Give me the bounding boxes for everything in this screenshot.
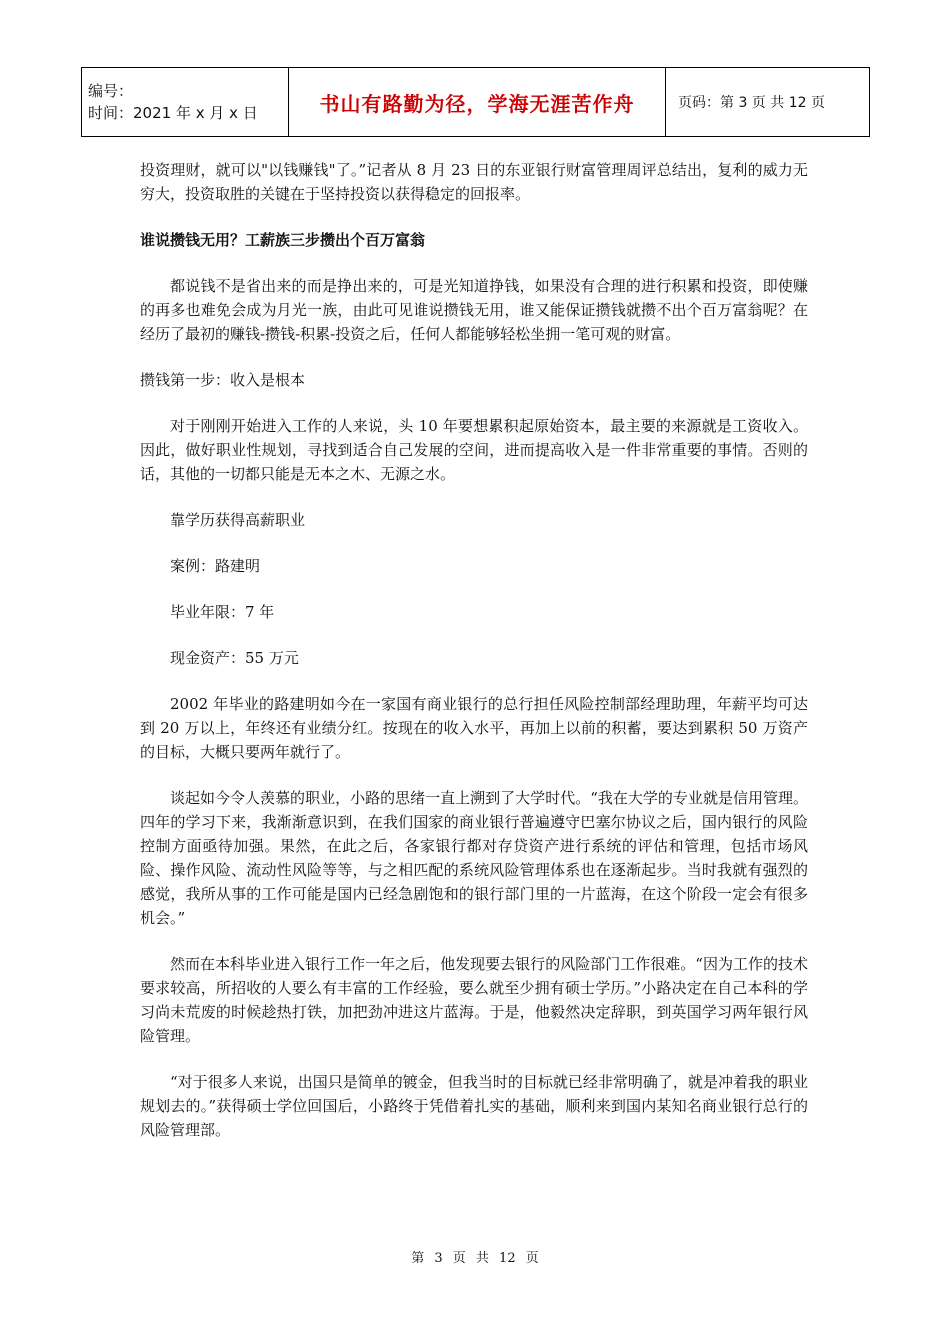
header-motto-cell <box>289 68 666 137</box>
number-label: 编号： <box>88 82 134 100</box>
paragraph-4: 2002 年毕业的路建明如今在一家国有商业银行的总行担任风险控制部经理助理，年薪平均可达到 20 万以上，年终还有业绩分红。按现在的收入水平，再加上以前的积蓄，要达到累积 50 万资产的目标，大概只要两年就行了。 <box>140 695 808 761</box>
header-meta-cell <box>82 68 289 137</box>
graduation-years: 毕业年限：7 年 <box>170 603 275 621</box>
paragraph-2: 都说钱不是省出来的而是挣出来的，可是光知道挣钱，如果没有合理的进行积累和投资，即使赚的再多也难免会成为月光一族，由此可见谁说攒钱无用，谁又能保证攒钱就攒不出个百万富翁呢？在经历了最初的赚钱-攒钱-积累-投资之后，任何人都能够轻松坐拥一笔可观的财富。 <box>140 277 808 343</box>
page-footer: 第 3 页 共 12 页 <box>411 1251 539 1266</box>
case-name: 案例：路建明 <box>170 557 261 575</box>
subheading-education: 靠学历获得高薪职业 <box>170 511 306 529</box>
header-page-cell <box>666 68 870 137</box>
paragraph-3: 对于刚刚开始进入工作的人来说，头 10 年要想累积起原始资本，最主要的来源就是工资收入。因此，做好职业性规划，寻找到适合自己发展的空间，进而提高收入是一件非常重要的事情。否则的话，其他的一切都只能是无本之木、无源之水。 <box>140 417 808 483</box>
paragraph-intro: 投资理财，就可以"以钱赚钱"了。”记者从 8 月 23 日的东亚银行财富管理周评总结出，复利的威力无穷大，投资取胜的关键在于坚持投资以获得稳定的回报率。 <box>140 161 808 203</box>
cash-assets: 现金资产：55 万元 <box>170 649 299 667</box>
paragraph-7: “对于很多人来说，出国只是简单的镀金，但我当时的目标就已经非常明确了，就是冲着我的职业规划去的。”获得硕士学位回国后，小路终于凭借着扎实的基础，顺利来到国内某知名商业银行总行的风险管理部。 <box>140 1073 808 1139</box>
header-table <box>81 67 870 137</box>
paragraph-6: 然而在本科毕业进入银行工作一年之后，他发现要去银行的风险部门工作很难。“因为工作的技术要求较高，所招收的人要么有丰富的工作经验，要么就至少拥有硕士学历。”小路决定在自己本科的学习尚未荒废的时候趁热打铁，加把劲冲进这片蓝海。于是，他毅然决定辞职，到英国学习两年银行风险管理。 <box>140 955 808 1045</box>
date-label: 时间：2021 年 x 月 x 日 <box>88 104 258 122</box>
page-info: 页码：第 3 页 共 12 页 <box>678 95 825 111</box>
step-1-title: 攒钱第一步：收入是根本 <box>140 371 306 389</box>
document-body <box>140 158 808 1142</box>
section-heading: 谁说攒钱无用？工薪族三步攒出个百万富翁 <box>140 231 426 249</box>
motto-text: 书山有路勤为径，学海无涯苦作舟 <box>319 91 635 116</box>
paragraph-5: 谈起如今令人羡慕的职业，小路的思绪一直上溯到了大学时代。“我在大学的专业就是信用管理。四年的学习下来，我渐渐意识到，在我们国家的商业银行普遍遵守巴塞尔协议之后，国内银行的风险控制方面亟待加强。果然，在此之后，各家银行都对存贷资产进行系统的评估和管理，包括市场风险、操作风险、流动性风险等等，与之相匹配的系统风险管理体系也在逐渐起步。当时我就有强烈的感觉，我所从事的工作可能是国内已经急剧饱和的银行部门里的一片蓝海，在这个阶段一定会有很多机会。” <box>140 789 808 927</box>
